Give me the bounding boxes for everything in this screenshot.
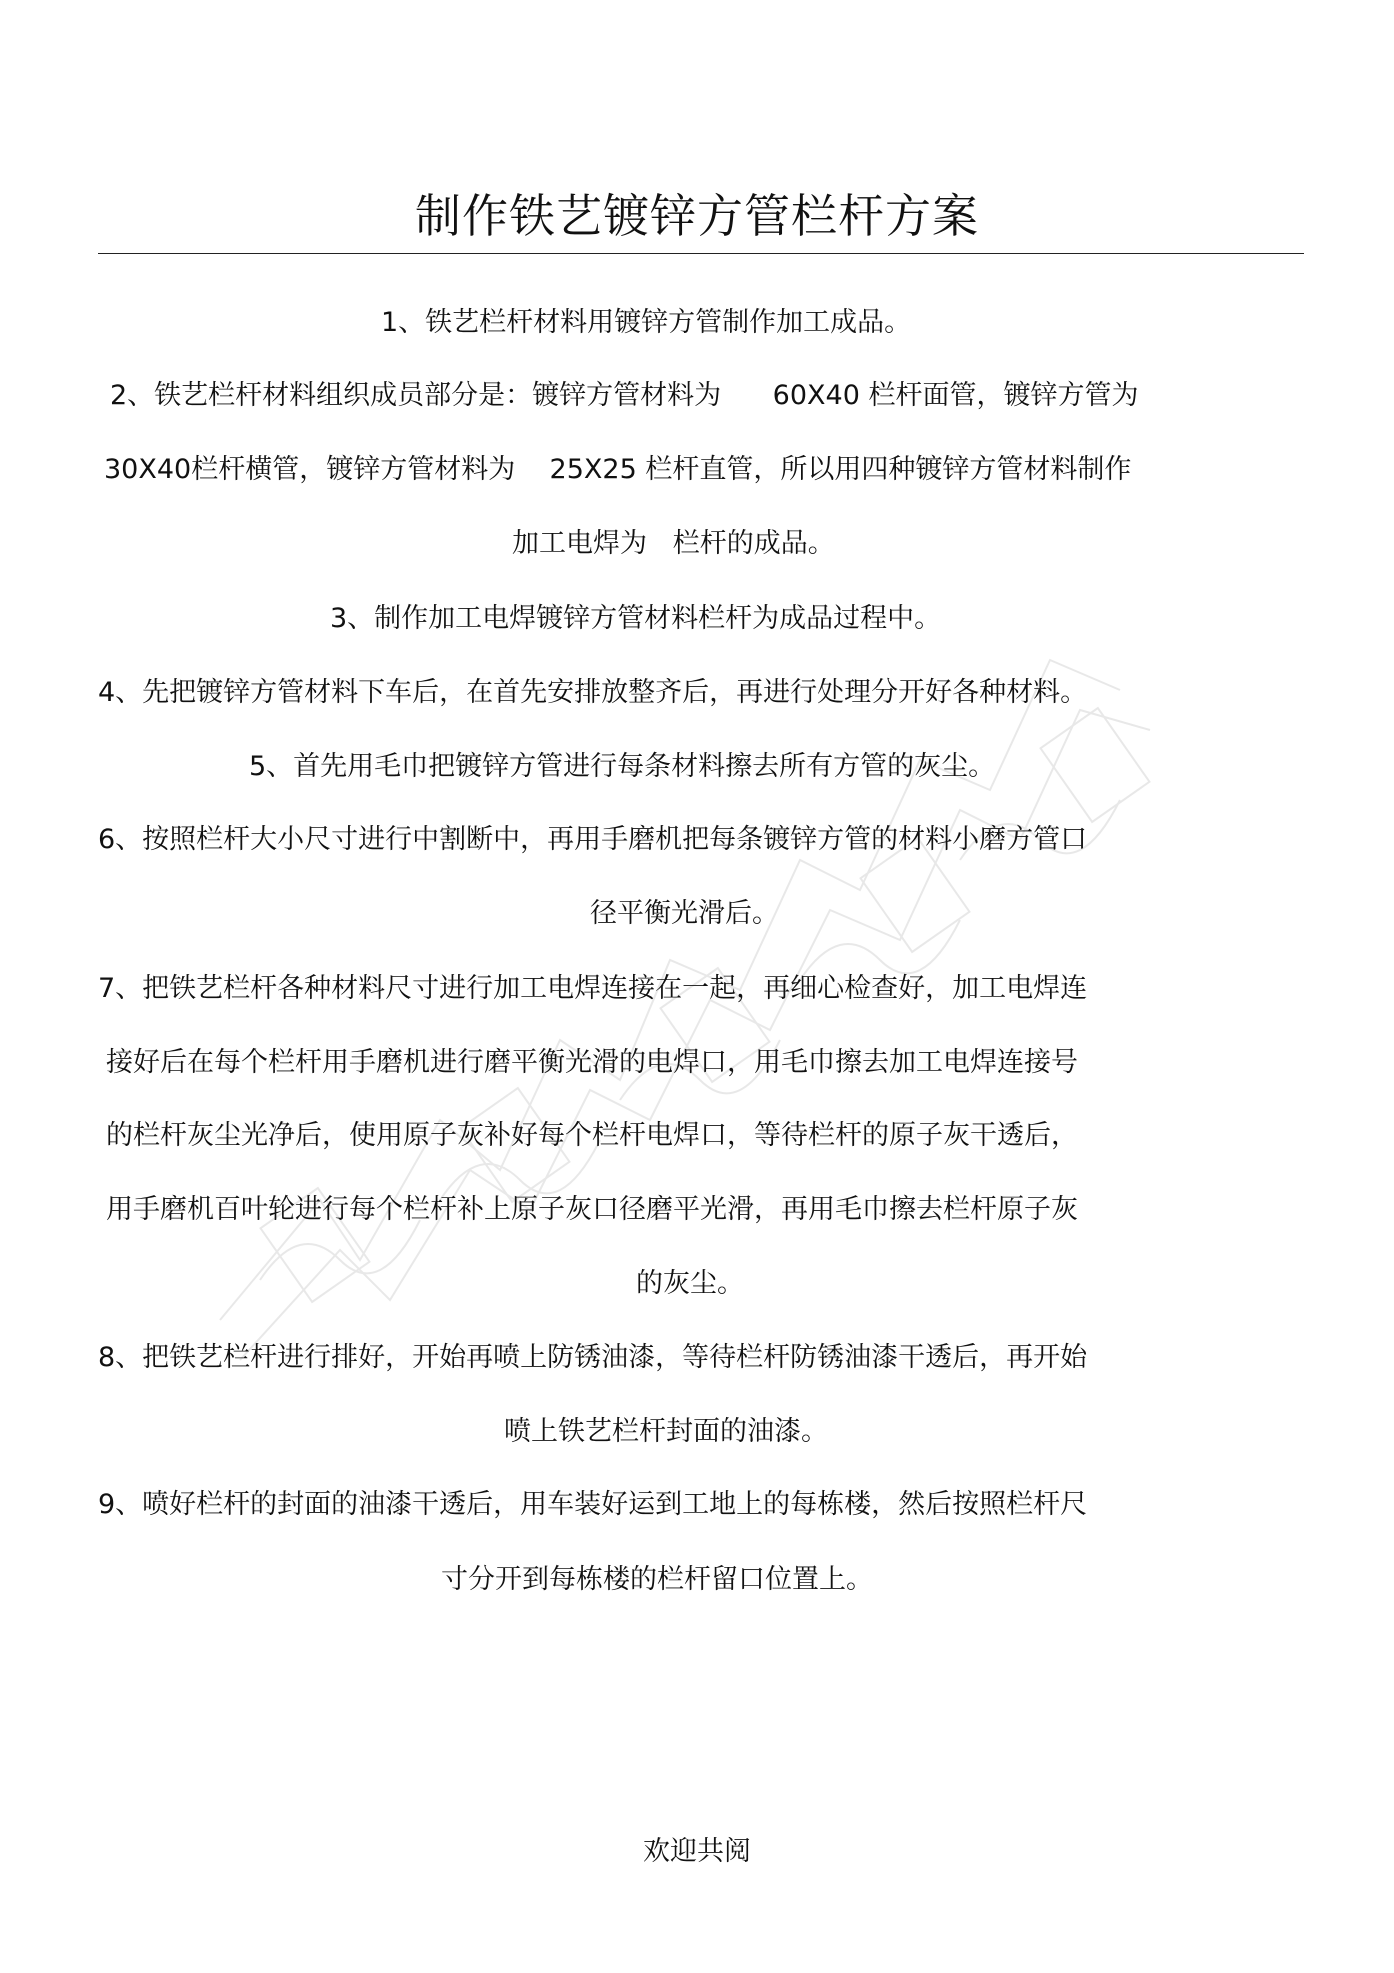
paragraph-4-line-1: 4、先把镀锌方管材料下车后，在首先安排放整齐后，再进行处理分开好各种材料。 (98, 677, 1088, 708)
paragraph-7-line-4: 用手磨机百叶轮进行每个栏杆补上原子灰口径磨平光滑，再用毛巾擦去栏杆原子灰 (106, 1194, 1078, 1225)
paragraph-5-line-1: 5、首先用毛巾把镀锌方管进行每条材料擦去所有方管的灰尘。 (249, 751, 996, 782)
paragraph-6-line-2: 径平衡光滑后。 (590, 898, 779, 929)
paragraph-7-line-1: 7、把铁艺栏杆各种材料尺寸进行加工电焊连接在一起，再细心检查好，加工电焊连 (98, 973, 1088, 1004)
paragraph-2-line-2: 30X40栏杆横管，镀锌方管材料为 25X25 栏杆直管，所以用四种镀锌方管材料制作 (104, 454, 1132, 485)
paragraph-3-line-1: 3、制作加工电焊镀锌方管材料栏杆为成品过程中。 (330, 603, 942, 634)
paragraph-1-line-1: 1、铁艺栏杆材料用镀锌方管制作加工成品。 (381, 307, 912, 338)
paragraph-2-line-3: 加工电焊为 栏杆的成品。 (512, 528, 835, 559)
paragraph-9-line-1: 9、喷好栏杆的封面的油漆干透后，用车装好运到工地上的每栋楼，然后按照栏杆尺 (98, 1489, 1088, 1520)
page-footer: 欢迎共阅 (643, 1836, 751, 1867)
paragraph-9-line-2: 寸分开到每栋楼的栏杆留口位置上。 (441, 1564, 873, 1595)
paragraph-8-line-2: 喷上铁艺栏杆封面的油漆。 (504, 1416, 828, 1447)
page-title: 制作铁艺镀锌方管栏杆方案 (415, 189, 979, 243)
title-divider (98, 253, 1304, 254)
paragraph-7-line-5: 的灰尘。 (636, 1268, 744, 1299)
paragraph-2-line-1: 2、铁艺栏杆材料组织成员部分是：镀锌方管材料为 60X40 栏杆面管，镀锌方管为 (110, 380, 1139, 411)
paragraph-8-line-1: 8、把铁艺栏杆进行排好，开始再喷上防锈油漆，等待栏杆防锈油漆干透后，再开始 (98, 1342, 1088, 1373)
paragraph-6-line-1: 6、按照栏杆大小尺寸进行中割断中，再用手磨机把每条镀锌方管的材料小磨方管口 (98, 824, 1088, 855)
paragraph-7-line-2: 接好后在每个栏杆用手磨机进行磨平衡光滑的电焊口，用毛巾擦去加工电焊连接号 (106, 1047, 1078, 1078)
paragraph-7-line-3: 的栏杆灰尘光净后，使用原子灰补好每个栏杆电焊口，等待栏杆的原子灰干透后， (106, 1120, 1078, 1151)
